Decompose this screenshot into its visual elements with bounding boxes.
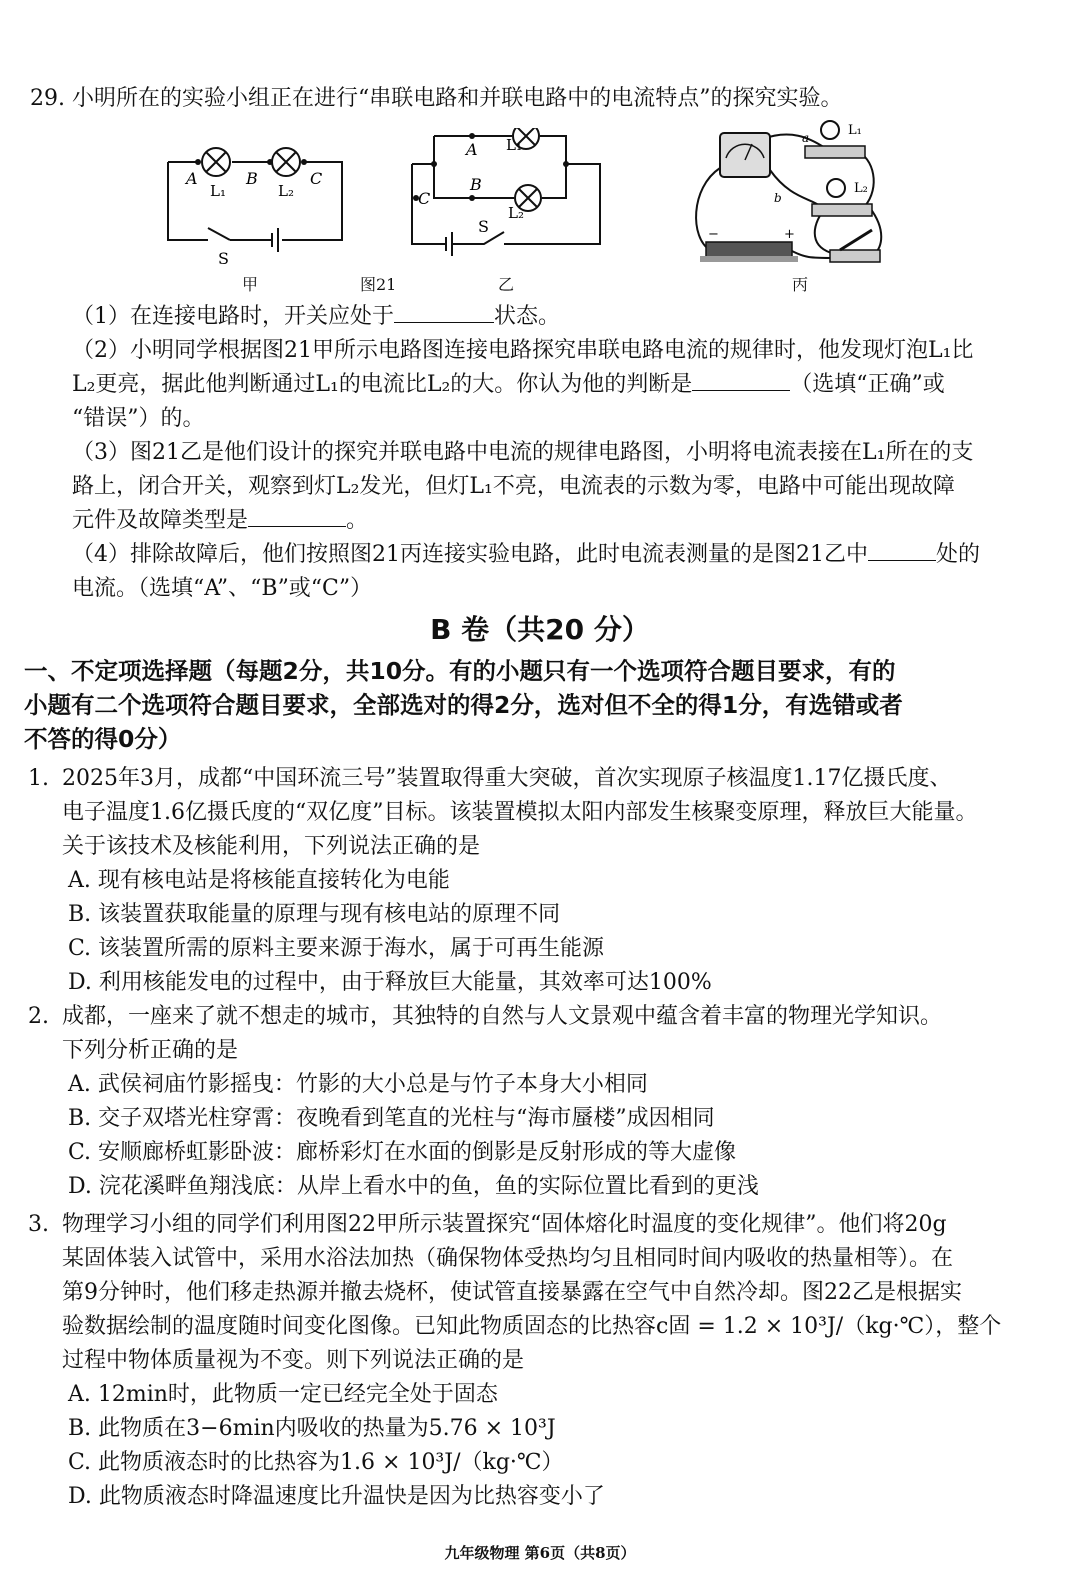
figure-label-21: 图21	[360, 275, 397, 294]
q1-line3: 关于该技术及核能利用，下列说法正确的是	[62, 834, 481, 859]
label-l1: L₁	[848, 123, 862, 138]
q29-sub4-line2: 电流。（选填“A”、“B”或“C”）	[72, 576, 373, 601]
q3-option-a[interactable]: A. 12min时，此物质一定已经完全处于固态	[68, 1382, 498, 1407]
q29-sub2-line3: “错误”）的。	[72, 406, 205, 431]
answer-blank[interactable]	[868, 538, 936, 561]
circuit-diagram-jia	[160, 140, 360, 275]
section-b-heading: B 卷（共20 分）	[430, 613, 650, 646]
q3-line2: 某固体装入试管中，采用水浴法加热（确保物体受热均匀且相同时间内吸收的热量相等）。在	[62, 1246, 954, 1271]
label-a: A	[466, 140, 478, 159]
q29-sub3-line1: （3）图21乙是他们设计的探究并联电路中电流的规律电路图，小明将电流表接在L₁所在的支	[72, 440, 974, 465]
q3-option-d[interactable]: D. 此物质液态时降温速度比升温快是因为比热容变小了	[68, 1484, 605, 1509]
apparatus-diagram-bing	[690, 118, 890, 273]
q3-option-c[interactable]: C. 此物质液态时的比热容为1.6 × 10³J/（kg·℃）	[68, 1450, 564, 1475]
q3-line3: 第9分钟时，他们移走热源并撤去烧杯，使试管直接暴露在空气中自然冷却。图22乙是根据实	[62, 1280, 962, 1305]
label-minus: −	[708, 227, 719, 242]
caption-yi: 乙	[498, 275, 515, 294]
label-b: B	[246, 169, 258, 188]
q2-option-b[interactable]: B. 交子双塔光柱穿霄：夜晚看到笔直的光柱与“海市蜃楼”成因相同	[68, 1106, 715, 1131]
label-l1: L₁	[506, 136, 522, 154]
q29-sub2-line2: L₂更亮，据此他判断通过L₁的电流比L₂的大。你认为他的判断是 （选填“正确”或	[72, 368, 945, 402]
label-s: S	[218, 249, 229, 268]
page-footer: 九年级物理 第6页（共8页）	[444, 1544, 636, 1562]
q3-number: 3.	[28, 1212, 49, 1237]
battery-icon	[706, 242, 792, 258]
label-b: B	[470, 175, 482, 194]
q2-line2: 下列分析正确的是	[62, 1038, 239, 1063]
section-b-intro-line1: 一、不定项选择题（每题2分，共10分。有的小题只有一个选项符合题目要求，有的	[24, 657, 896, 685]
q2-number: 2.	[28, 1004, 49, 1029]
section-b-intro-line3: 不答的得0分）	[24, 725, 182, 753]
label-a: A	[186, 169, 198, 188]
q1-option-a[interactable]: A. 现有核电站是将核能直接转化为电能	[68, 868, 450, 893]
q29-sub2-line1: （2）小明同学根据图21甲所示电路图连接电路探究串联电路电流的规律时，他发现灯泡L₁比	[72, 338, 974, 363]
q2-line1: 成都，一座来了就不想走的城市，其独特的自然与人文景观中蕴含着丰富的物理光学知识。	[62, 1004, 943, 1029]
lamp-l2-base-icon	[812, 204, 872, 216]
label-a: a	[802, 131, 810, 145]
q29-title: 29. 小明所在的实验小组正在进行“串联电路和并联电路中的电流特点”的探究实验。	[30, 86, 843, 111]
caption-bing: 丙	[792, 275, 809, 294]
q3-line1: 物理学习小组的同学们利用图22甲所示装置探究“固体熔化时温度的变化规律”。他们将20g	[62, 1212, 947, 1237]
q1-option-c[interactable]: C. 该装置所需的原料主要来源于海水，属于可再生能源	[68, 936, 605, 961]
label-l1: L₁	[210, 182, 226, 200]
q29-sub1: （1）在连接电路时，开关应处于 状态。	[72, 300, 560, 334]
label-c: C	[310, 169, 323, 188]
lamp-l1-base-icon	[805, 146, 865, 158]
label-l2: L₂	[508, 204, 524, 222]
label-s: S	[478, 217, 489, 236]
q2-option-d[interactable]: D. 浣花溪畔鱼翔浅底：从岸上看水中的鱼，鱼的实际位置比看到的更浅	[68, 1174, 759, 1199]
q29-sub4-line1: （4）排除故障后，他们按照图21丙连接实验电路，此时电流表测量的是图21乙中 处的	[72, 538, 980, 572]
switch-icon	[830, 250, 880, 262]
q1-line1: 2025年3月，成都“中国环流三号”装置取得重大突破，首次实现原子核温度1.17亿摄氏度、	[62, 766, 952, 791]
q3-option-b[interactable]: B. 此物质在3−6min内吸收的热量为5.76 × 10³J	[68, 1416, 556, 1441]
circuit-diagram-yi	[400, 128, 610, 258]
label-l2: L₂	[854, 181, 868, 196]
q29-sub3-line2: 路上，闭合开关，观察到灯L₂发光，但灯L₁不亮，电流表的示数为零，电路中可能出现故障	[72, 474, 955, 499]
caption-jia: 甲	[242, 275, 259, 294]
label-l2: L₂	[278, 182, 294, 200]
lamp-l1-icon	[821, 121, 839, 139]
q3-line4: 验数据绘制的温度随时间变化图像。已知此物质固态的比热容c固 = 1.2 × 10³J/（kg·℃），整个	[62, 1314, 1002, 1339]
q2-option-a[interactable]: A. 武侯祠庙竹影摇曳：竹影的大小总是与竹子本身大小相同	[68, 1072, 648, 1097]
answer-blank[interactable]	[248, 504, 346, 527]
q1-line2: 电子温度1.6亿摄氏度的“双亿度”目标。该装置模拟太阳内部发生核聚变原理，释放巨大能量。	[62, 800, 978, 825]
label-plus: +	[784, 227, 795, 242]
answer-blank[interactable]	[394, 300, 494, 323]
q1-option-b[interactable]: B. 该装置获取能量的原理与现有核电站的原理不同	[68, 902, 561, 927]
lamp-l2-icon	[827, 179, 845, 197]
label-b: b	[774, 191, 782, 205]
label-c: C	[418, 189, 431, 208]
q1-number: 1.	[28, 766, 49, 791]
answer-blank[interactable]	[692, 368, 790, 391]
q2-option-c[interactable]: C. 安顺廊桥虹影卧波：廊桥彩灯在水面的倒影是反射形成的等大虚像	[68, 1140, 737, 1165]
q3-line5: 过程中物体质量视为不变。则下列说法正确的是	[62, 1348, 525, 1373]
q1-option-d[interactable]: D. 利用核能发电的过程中，由于释放巨大能量，其效率可达100%	[68, 970, 712, 995]
section-b-intro-line2: 小题有二个选项符合题目要求，全部选对的得2分，选对但不全的得1分，有选错或者	[24, 691, 903, 719]
q29-sub3-line3: 元件及故障类型是 。	[72, 504, 368, 538]
